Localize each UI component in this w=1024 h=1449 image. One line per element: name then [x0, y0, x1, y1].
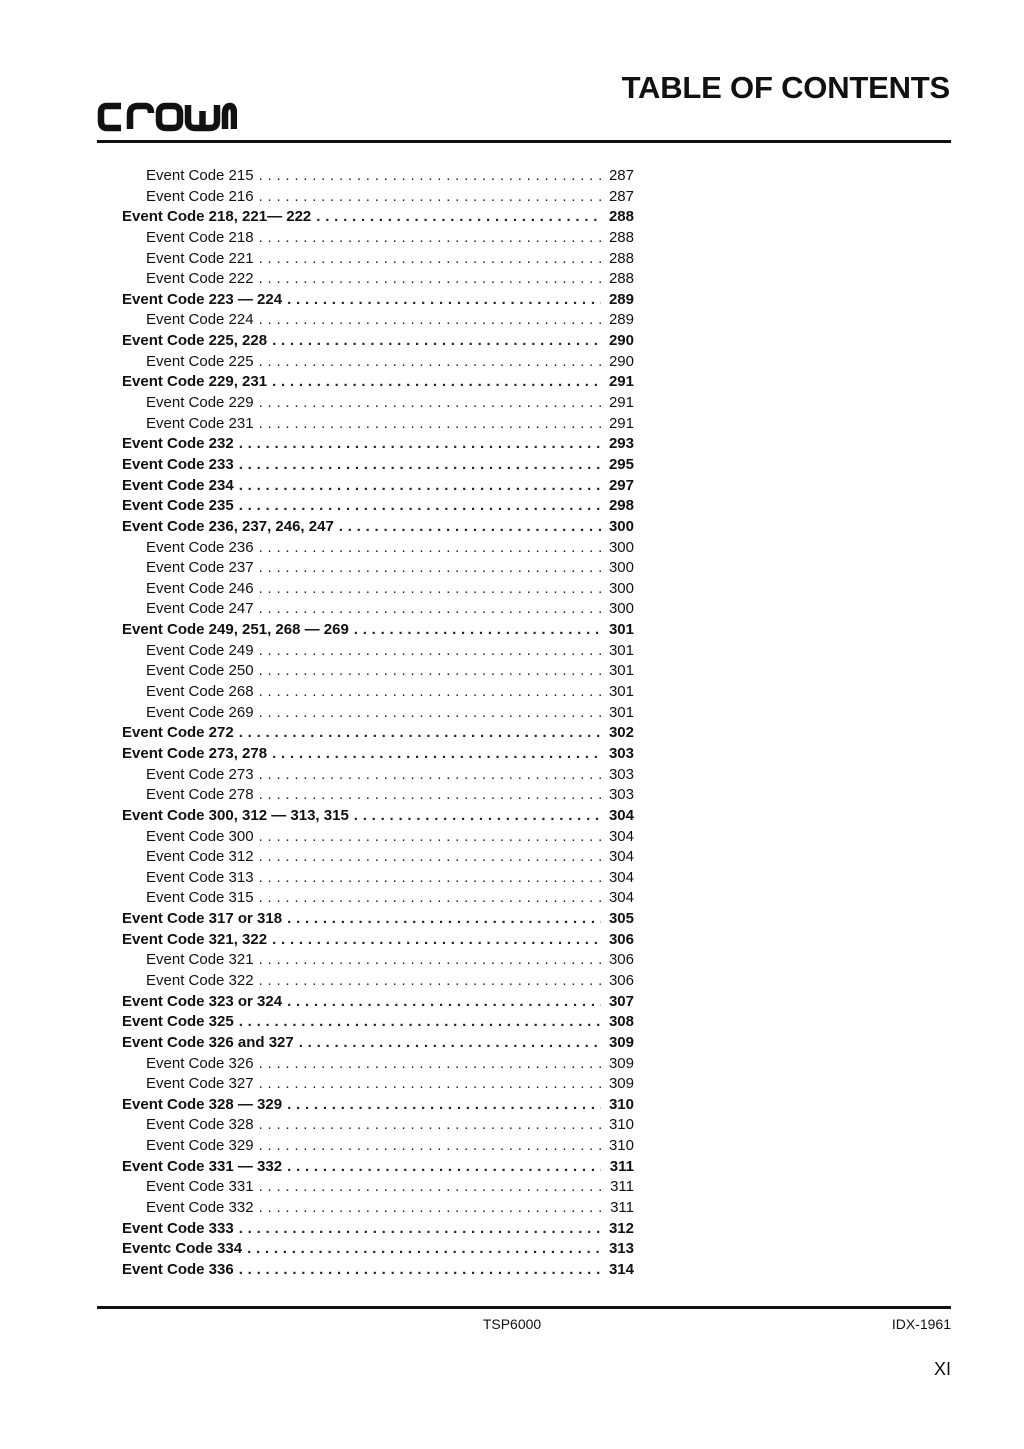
toc-dot-leader: [259, 888, 601, 909]
toc-entry-label: Event Code 332: [146, 1199, 254, 1217]
toc-entry[interactable]: [122, 393, 634, 414]
toc-dot-leader: [259, 827, 601, 848]
toc-dot-leader: [259, 269, 601, 290]
toc-entry[interactable]: [122, 290, 634, 311]
toc-dot-leader: [259, 661, 601, 682]
toc-entry[interactable]: [122, 785, 634, 806]
toc-dot-leader: [259, 847, 601, 868]
toc-entry[interactable]: [122, 1239, 634, 1260]
toc-entry[interactable]: [122, 207, 634, 228]
toc-entry-label: Event Code 237: [146, 559, 254, 577]
toc-dot-leader: [272, 372, 601, 393]
toc-entry[interactable]: [122, 1115, 634, 1136]
toc-entry-label: Event Code 247: [146, 600, 254, 618]
toc-dot-leader: [259, 868, 601, 889]
toc-dot-leader: [259, 785, 601, 806]
toc-entry-label: Event Code 315: [146, 889, 254, 907]
footer-index-code: IDX-1961: [891, 1316, 951, 1332]
toc-dot-leader: [287, 992, 601, 1013]
toc-entry-label: Event Code 325: [122, 1013, 234, 1031]
toc-entry-page: 300: [608, 600, 634, 618]
toc-entry-label: Event Code 273: [146, 765, 254, 783]
toc-entry-label: Event Code 233: [122, 455, 234, 473]
toc-entry-label: Event Code 328: [146, 1116, 254, 1134]
toc-dot-leader: [316, 207, 601, 228]
toc-entry-label: Event Code 223 — 224: [122, 290, 283, 308]
toc-entry-label: Event Code 317 or 318: [122, 910, 283, 928]
toc-entry-label: Event Code 215: [146, 167, 254, 184]
toc-entry-label: Event Code 313: [146, 868, 254, 886]
toc-entry[interactable]: [122, 558, 634, 579]
toc-entry[interactable]: [122, 538, 634, 559]
toc-entry-page: 288: [608, 228, 634, 246]
toc-entry-page: 290: [608, 352, 634, 370]
toc-entry-page: 300: [608, 579, 634, 597]
toc-dot-leader: [354, 806, 601, 827]
toc-dot-leader: [247, 1239, 601, 1260]
toc-dot-leader: [259, 1198, 601, 1219]
toc-entry[interactable]: [122, 187, 634, 208]
toc-entry[interactable]: [122, 476, 634, 497]
toc-entry-label: Event Code 269: [146, 703, 254, 721]
toc-entry-page: 310: [608, 1116, 634, 1134]
toc-entry[interactable]: [122, 517, 634, 538]
toc-entry-page: 295: [608, 455, 634, 473]
toc-entry-page: 287: [608, 167, 634, 184]
toc-entry[interactable]: [122, 1136, 634, 1157]
toc-entry-page: 291: [608, 373, 634, 391]
toc-dot-leader: [272, 744, 601, 765]
toc-dot-leader: [259, 1054, 601, 1075]
toc-entry-page: 301: [608, 621, 634, 639]
toc-entry[interactable]: [122, 992, 634, 1013]
toc-entry-label: Event Code 249, 251, 268 — 269: [122, 621, 349, 639]
toc-entry[interactable]: [122, 1219, 634, 1240]
toc-dot-leader: [259, 641, 601, 662]
toc-entry-label: Event Code 218: [146, 228, 254, 246]
toc-entry-page: 302: [608, 724, 634, 742]
toc-entry-label: Event Code 328 — 329: [122, 1095, 283, 1113]
toc-entry-page: 301: [608, 703, 634, 721]
toc-entry-page: 304: [608, 889, 634, 907]
toc-dot-leader: [272, 331, 601, 352]
toc-entry[interactable]: [122, 661, 634, 682]
toc-entry[interactable]: [122, 765, 634, 786]
toc-entry-label: Event Code 224: [146, 311, 254, 329]
crown-logo: [97, 101, 237, 138]
toc-entry-label: Event Code 234: [122, 476, 234, 494]
toc-entry-label: Event Code 272: [122, 724, 234, 742]
toc-dot-leader: [239, 1012, 601, 1033]
toc-entry-page: 310: [608, 1095, 634, 1113]
toc-entry-page: 304: [608, 848, 634, 866]
toc-entry-label: Event Code 236: [146, 538, 254, 556]
toc-entry[interactable]: [122, 1260, 634, 1281]
toc-entry-label: Event Code 273, 278: [122, 744, 268, 762]
toc-dot-leader: [299, 1033, 601, 1054]
toc-entry-page: 288: [608, 270, 634, 288]
toc-entry[interactable]: [122, 579, 634, 600]
toc-entry[interactable]: [122, 682, 634, 703]
toc-entry-page: 293: [608, 435, 634, 453]
toc-dot-leader: [259, 414, 601, 435]
toc-entry-label: Event Code 268: [146, 683, 254, 701]
toc-entry[interactable]: [122, 806, 634, 827]
toc-entry[interactable]: [122, 1198, 634, 1219]
toc-entry-page: 301: [608, 641, 634, 659]
footer-doc-id: TSP6000: [482, 1316, 542, 1332]
toc-dot-leader: [239, 723, 601, 744]
toc-entry[interactable]: [122, 1033, 634, 1054]
toc-entry-page: 289: [608, 311, 634, 329]
toc-entry-page: 287: [608, 187, 634, 205]
toc-entry-page: 306: [608, 951, 634, 969]
toc-entry-label: Event Code 222: [146, 270, 254, 288]
toc-entry-label: Event Code 326: [146, 1054, 254, 1072]
toc-entry-page: 300: [608, 517, 634, 535]
toc-entry-label: Event Code 336: [122, 1260, 234, 1278]
toc-entry[interactable]: [122, 930, 634, 951]
toc-dot-leader: [259, 187, 601, 208]
toc-entry-page: 308: [608, 1013, 634, 1031]
toc-entry[interactable]: [122, 455, 634, 476]
toc-dot-leader: [259, 228, 601, 249]
toc-entry-page: 300: [608, 559, 634, 577]
toc-entry-label: Event Code 312: [146, 848, 254, 866]
toc-entry[interactable]: [122, 599, 634, 620]
toc-entry[interactable]: [122, 1074, 634, 1095]
toc-dot-leader: [239, 434, 601, 455]
toc-entry-page: 291: [608, 414, 634, 432]
toc-entry[interactable]: [122, 1177, 634, 1198]
toc-entry-page: 304: [608, 827, 634, 845]
toc-entry-label: Event Code 236, 237, 246, 247: [122, 517, 334, 535]
toc-dot-leader: [287, 290, 601, 311]
toc-entry-label: Eventc Code 334: [122, 1240, 243, 1258]
toc-entry-label: Event Code 229, 231: [122, 373, 268, 391]
toc-entry-label: Event Code 218, 221— 222: [122, 208, 312, 226]
toc-entry-label: Event Code 216: [146, 187, 254, 205]
toc-dot-leader: [239, 1219, 601, 1240]
toc-dot-leader: [259, 579, 601, 600]
toc-dot-leader: [354, 620, 601, 641]
toc-entry-page: 301: [608, 662, 634, 680]
page-title: TABLE OF CONTENTS: [621, 70, 950, 105]
toc-entry[interactable]: [122, 249, 634, 270]
toc-entry-page: 314: [608, 1260, 634, 1278]
toc-dot-leader: [239, 455, 601, 476]
toc-entry[interactable]: [122, 434, 634, 455]
toc-dot-leader: [259, 393, 601, 414]
toc-dot-leader: [259, 352, 601, 373]
toc-entry[interactable]: [122, 1157, 634, 1178]
toc-entry-label: Event Code 235: [122, 497, 234, 515]
toc-dot-leader: [259, 249, 601, 270]
toc-entry-page: 301: [608, 683, 634, 701]
toc-dot-leader: [259, 1136, 601, 1157]
toc-entry[interactable]: [122, 950, 634, 971]
toc-entry-label: Event Code 300, 312 — 313, 315: [122, 806, 349, 824]
toc-dot-leader: [259, 599, 601, 620]
toc-entry[interactable]: [122, 496, 634, 517]
toc-entry-label: Event Code 333: [122, 1219, 234, 1237]
toc-entry-page: 289: [608, 290, 634, 308]
toc-entry-page: 311: [610, 1178, 634, 1196]
toc-entry[interactable]: [122, 888, 634, 909]
toc-entry-page: 310: [608, 1137, 634, 1155]
toc-entry-page: 300: [608, 538, 634, 556]
toc-entry-page: 303: [608, 744, 634, 762]
toc-entry-page: 288: [608, 249, 634, 267]
toc-entry-page: 304: [608, 868, 634, 886]
toc-dot-leader: [272, 930, 601, 951]
toc-dot-leader: [287, 1157, 601, 1178]
toc-entry[interactable]: [122, 269, 634, 290]
header-rule: [97, 140, 951, 143]
toc-entry-label: Event Code 322: [146, 971, 254, 989]
toc-entry-page: 305: [608, 910, 634, 928]
toc-dot-leader: [259, 166, 601, 187]
toc-entry-page: 313: [608, 1240, 634, 1258]
toc-entry[interactable]: [122, 744, 634, 765]
toc-entry-label: Event Code 231: [146, 414, 254, 432]
toc-entry[interactable]: [122, 310, 634, 331]
toc-dot-leader: [259, 971, 601, 992]
toc-entry-page: 309: [608, 1075, 634, 1093]
toc-list: [122, 166, 634, 1281]
toc-dot-leader: [259, 538, 601, 559]
toc-entry[interactable]: [122, 847, 634, 868]
crown-logo-icon: [97, 101, 237, 133]
toc-entry-page: 304: [608, 806, 634, 824]
toc-entry-page: 311: [609, 1157, 634, 1175]
toc-entry[interactable]: [122, 868, 634, 889]
toc-entry-label: Event Code 232: [122, 435, 234, 453]
toc-dot-leader: [339, 517, 601, 538]
toc-entry[interactable]: [122, 827, 634, 848]
toc-entry-page: 309: [608, 1054, 634, 1072]
toc-dot-leader: [259, 703, 601, 724]
toc-entry[interactable]: [122, 166, 634, 187]
toc-entry[interactable]: [122, 352, 634, 373]
toc-entry-label: Event Code 246: [146, 579, 254, 597]
toc-dot-leader: [259, 682, 601, 703]
toc-entry-page: 312: [608, 1219, 634, 1237]
toc-dot-leader: [259, 310, 601, 331]
toc-entry[interactable]: [122, 414, 634, 435]
toc-dot-leader: [239, 476, 601, 497]
toc-entry-page: 291: [608, 394, 634, 412]
toc-entry-page: 288: [608, 208, 634, 226]
toc-entry[interactable]: [122, 971, 634, 992]
toc-dot-leader: [259, 1074, 601, 1095]
toc-entry-label: Event Code 249: [146, 641, 254, 659]
toc-entry-label: Event Code 278: [146, 786, 254, 804]
toc-entry-label: Event Code 326 and 327: [122, 1033, 294, 1051]
toc-entry[interactable]: [122, 641, 634, 662]
toc-entry-page: 311: [610, 1199, 634, 1217]
toc-entry[interactable]: [122, 1012, 634, 1033]
toc-entry-label: Event Code 321: [146, 951, 254, 969]
toc-entry-page: 303: [608, 786, 634, 804]
footer-rule: [97, 1306, 951, 1309]
toc-entry-page: 309: [608, 1033, 634, 1051]
toc-dot-leader: [259, 950, 601, 971]
toc-entry[interactable]: [122, 372, 634, 393]
toc-entry[interactable]: [122, 909, 634, 930]
toc-entry[interactable]: [122, 723, 634, 744]
toc-entry[interactable]: [122, 703, 634, 724]
toc-entry-page: 298: [608, 497, 634, 515]
toc-dot-leader: [287, 909, 601, 930]
toc-dot-leader: [259, 1177, 601, 1198]
toc-entry[interactable]: [122, 331, 634, 352]
toc-dot-leader: [239, 496, 601, 517]
toc-entry-label: Event Code 323 or 324: [122, 992, 283, 1010]
toc-entry-label: Event Code 331: [146, 1178, 254, 1196]
toc-entry-label: Event Code 221: [146, 249, 254, 267]
toc-entry-label: Event Code 225: [146, 352, 254, 370]
toc-entry-page: 303: [608, 765, 634, 783]
page-number: XI: [933, 1359, 951, 1379]
toc-entry-page: 307: [608, 992, 634, 1010]
toc-entry-label: Event Code 225, 228: [122, 332, 268, 350]
toc-entry-label: Event Code 321, 322: [122, 930, 268, 948]
toc-entry-label: Event Code 329: [146, 1137, 254, 1155]
toc-entry-label: Event Code 250: [146, 662, 254, 680]
toc-dot-leader: [259, 558, 601, 579]
toc-entry-page: 290: [608, 332, 634, 350]
toc-entry[interactable]: [122, 228, 634, 249]
toc-dot-leader: [259, 1115, 601, 1136]
toc-entry-page: 297: [608, 476, 634, 494]
toc-dot-leader: [259, 765, 601, 786]
toc-dot-leader: [239, 1260, 601, 1281]
toc-entry-page: 306: [608, 971, 634, 989]
toc-entry-label: Event Code 331 — 332: [122, 1157, 283, 1175]
toc-entry-page: 306: [608, 930, 634, 948]
toc-dot-leader: [287, 1095, 601, 1116]
toc-entry-label: Event Code 327: [146, 1075, 254, 1093]
toc-entry[interactable]: [122, 1054, 634, 1075]
toc-entry-label: Event Code 229: [146, 394, 254, 412]
toc-entry[interactable]: [122, 620, 634, 641]
toc-entry[interactable]: [122, 1095, 634, 1116]
toc-entry-label: Event Code 300: [146, 827, 254, 845]
